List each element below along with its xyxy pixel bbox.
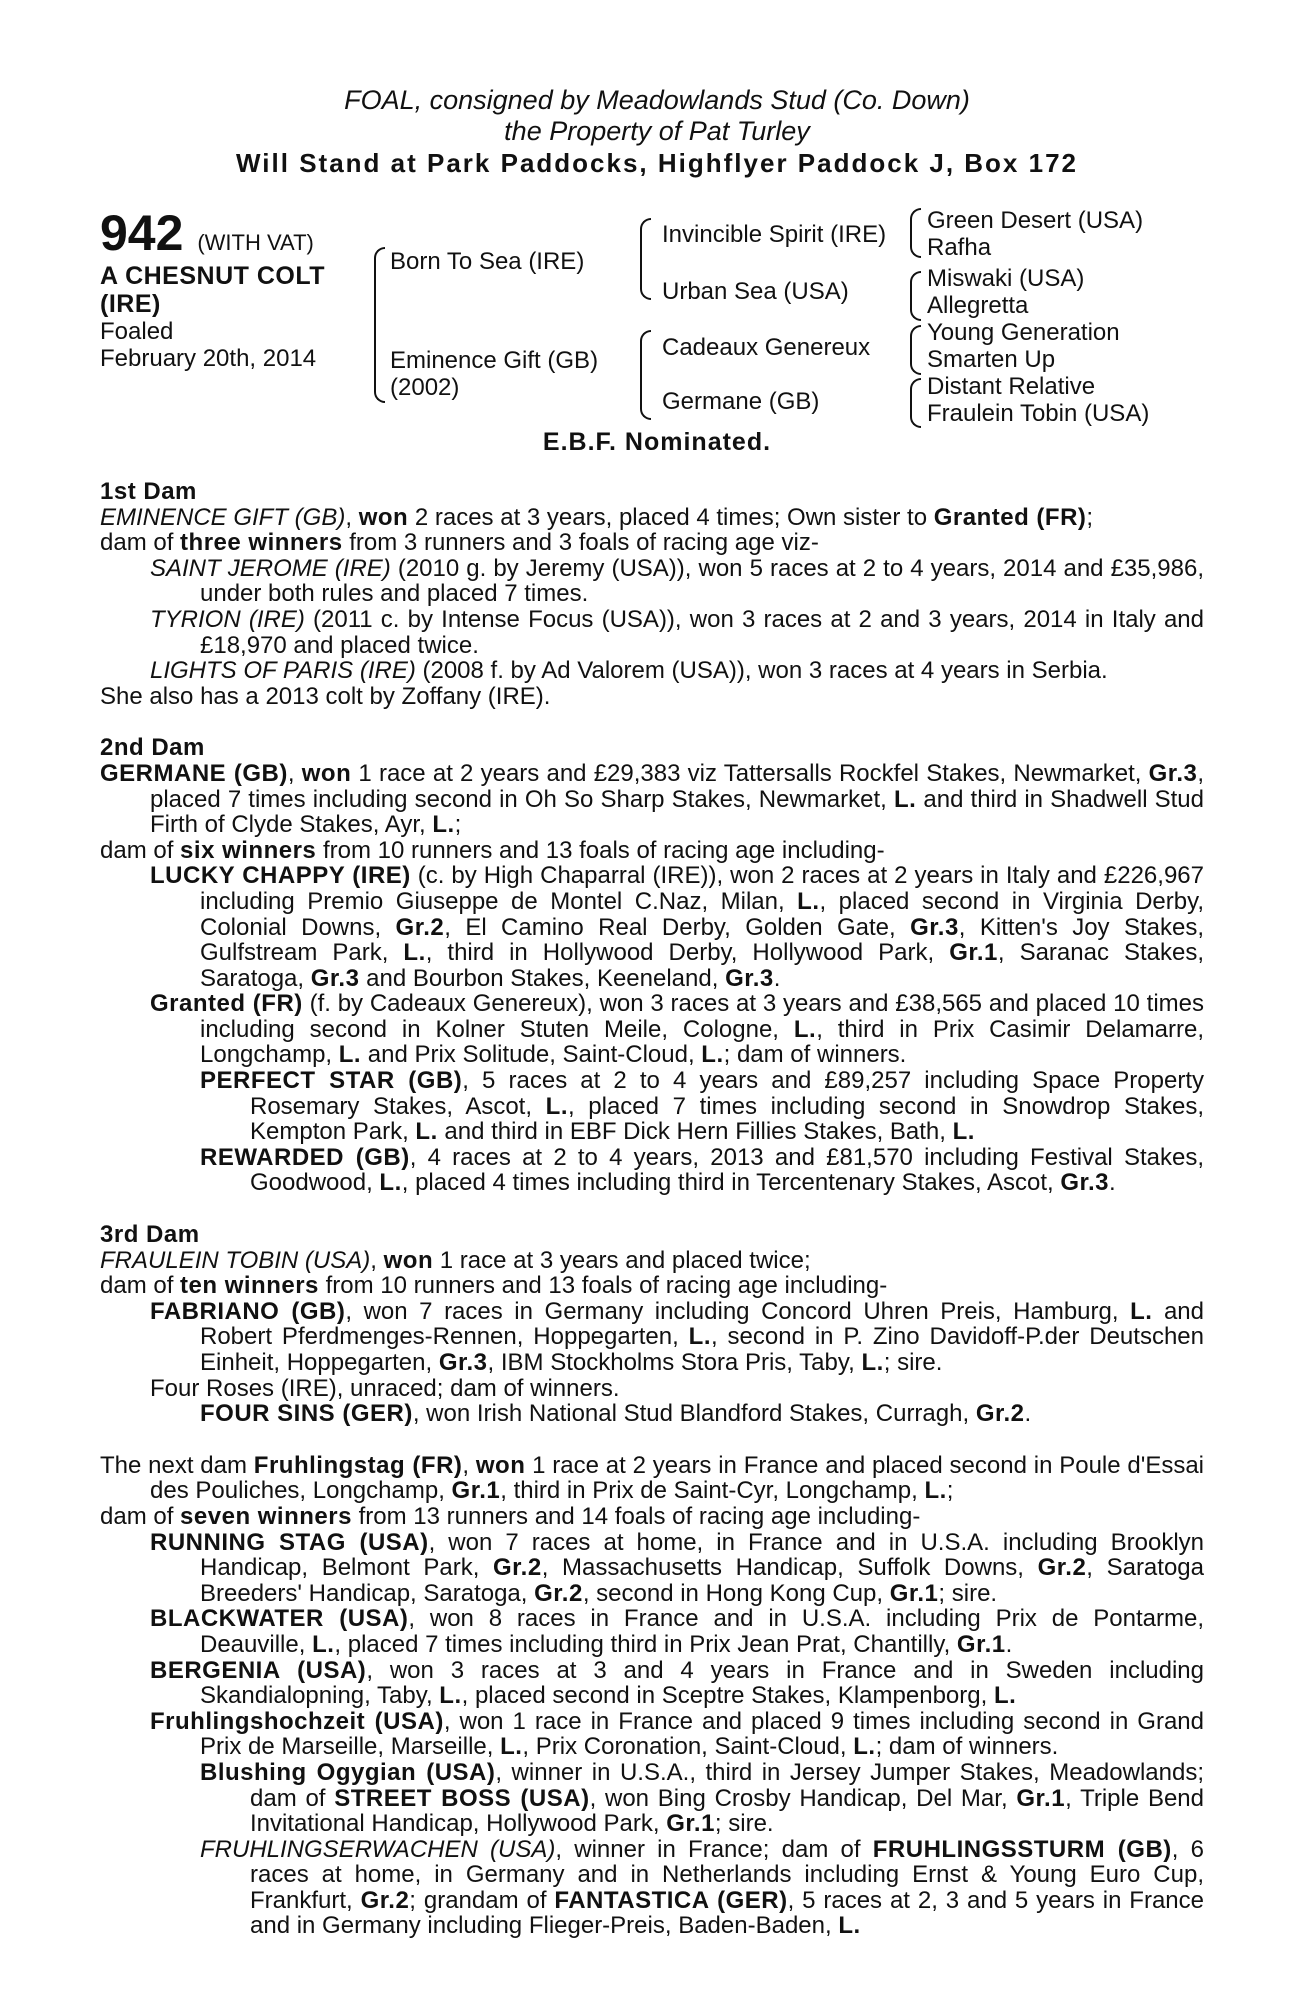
- pedigree-ggs-4: Allegretta: [927, 292, 1029, 319]
- lot-description-line2: (IRE): [100, 290, 161, 318]
- pedigree-dam-dam: Germane (GB): [662, 388, 820, 415]
- pedigree-ggs-5: Young Generation: [927, 319, 1120, 346]
- pedigree-dam-sire: Cadeaux Genereux: [662, 334, 871, 361]
- next-dam-record: dam of seven winners from 13 runners and 14 foals of racing age including-: [100, 1502, 921, 1530]
- pedigree-ggs-8: Fraulein Tobin (USA): [927, 400, 1150, 427]
- first-dam-intro: EMINENCE GIFT (GB), won 2 races at 3 years, placed 4 times; Own sister to Granted (FR);: [100, 503, 1094, 531]
- foaled-date: February 20th, 2014: [100, 345, 317, 372]
- pedigree-sire-sire: Invincible Spirit (IRE): [662, 221, 887, 248]
- second-dam-germane: GERMANE (GB), won 1 race at 2 years and £29,383 viz Tattersalls Rockfel Stakes, Newmarket, Gr.3, placed 7 times including second in Oh So Sharp Stakes, Newmarket, L. and third in Shadwell Stud Firth of Clyde Stakes, Ayr, L.;: [100, 759, 1205, 839]
- produce-fruhlingserwachen: FRUHLINGSERWACHEN (USA), winner in France; dam of FRUHLINGSSTURM (GB), 6 races at home, in Germany and in Netherlands including Ernst & Young Euro Cup, Frankfurt, Gr.2; grandam of FANTASTICA (GER), 5 races at 2, 3 and 5 years in France and in Germany including Flieger-Preis, Baden-Baden, L.: [200, 1835, 1205, 1940]
- pedigree-bracket-7: [910, 378, 921, 428]
- pedigree-bracket-4: [910, 208, 921, 258]
- produce-granted: Granted (FR) (f. by Cadeaux Genereux), won 3 races at 3 years and £38,565 and placed 10 times including second in Kolner Stuten Meile, Cologne, L., third in Prix Casimir Delamarre, Longchamp, L. and Prix Solitude, Saint-Cloud, L.; dam of winners.: [150, 990, 1205, 1069]
- produce-lucky-chappy: LUCKY CHAPPY (IRE) (c. by High Chaparral (IRE)), won 2 races at 2 years in Italy and £226,967 including Premio Giuseppe de Montel C.Naz, Milan, L., placed second in Virginia Derby, Colonial Downs, Gr.2, El Camino Real Derby, Golden Gate, Gr.3, Kitten's Joy Stakes, Gulfstream Park, L., third in Hollywood Derby, Hollywood Park, Gr.1, Saranac Stakes, Saratoga, Gr.3 and Bourbon Stakes, Keeneland, Gr.3.: [150, 862, 1205, 992]
- lot-description-line1: A CHESNUT COLT: [100, 262, 326, 290]
- vat-note: (WITH VAT): [197, 230, 314, 255]
- produce-four-sins: FOUR SINS (GER), won Irish National Stud Blandford Stakes, Curragh, Gr.2.: [200, 1400, 1032, 1428]
- produce-bergenia: BERGENIA (USA), won 3 races at 3 and 4 years in France and in Sweden including Skandialopning, Taby, L., placed second in Sceptre Stakes, Klampenborg, L.: [150, 1656, 1204, 1710]
- property-line: the Property of Pat Turley: [504, 116, 810, 146]
- third-dam-record: dam of ten winners from 10 runners and 13 foals of racing age including-: [100, 1272, 888, 1300]
- pedigree-bracket-5: [910, 271, 921, 321]
- second-dam-record: dam of six winners from 10 runners and 13 foals of racing age including-: [100, 836, 885, 864]
- foaled-label: Foaled: [100, 318, 174, 345]
- produce-blushing-ogygian: Blushing Ogygian (USA), winner in U.S.A., third in Jersey Jumper Stakes, Meadowlands; dam of STREET BOSS (USA), won Bing Crosby Handicap, Del Mar, Gr.1, Triple Bend Invitational Handicap, Hollywood Park, Gr.1; sire.: [200, 1758, 1204, 1838]
- pedigree-sire: Born To Sea (IRE): [390, 248, 585, 275]
- ebf-nominated: E.B.F. Nominated.: [542, 428, 772, 456]
- pedigree-ggs-6: Smarten Up: [927, 346, 1056, 373]
- pedigree-bracket-6: [910, 325, 921, 375]
- produce-fabriano: FABRIANO (GB), won 7 races in Germany including Concord Uhren Preis, Hamburg, L. and Robert Pferdmenges-Rennen, Hoppegarten, L., second in P. Zino Davidoff-P.der Deutschen Einheit, Hoppegarten, Gr.3, IBM Stockholms Stora Pris, Taby, L.; sire.: [150, 1297, 1204, 1376]
- produce-rewarded: REWARDED (GB), 4 races at 2 to 4 years, 2013 and £81,570 including Festival Stakes, Goodwood, L., placed 4 times including third in Tercentenary Stakes, Ascot, Gr.3.: [200, 1143, 1205, 1197]
- first-dam-heading: 1st Dam: [100, 478, 197, 505]
- produce-lights-of-paris: LIGHTS OF PARIS (IRE) (2008 f. by Ad Valorem (USA)), won 3 races at 4 years in Serbia.: [150, 657, 1108, 685]
- pedigree-bracket-2: [640, 218, 651, 300]
- pedigree-dam-year: (2002): [390, 374, 460, 401]
- next-dam-fruhlingstag: The next dam Fruhlingstag (FR), won 1 race at 2 years in France and placed second in Poule d'Essai des Pouliches, Longchamp, Gr.1, third in Prix de Saint-Cyr, Longchamp, L.;: [100, 1451, 1205, 1505]
- produce-blackwater: BLACKWATER (USA), won 8 races in France and in U.S.A. including Prix de Pontarme, Deauville, L., placed 7 times including third in Prix Jean Prat, Chantilly, Gr.1.: [150, 1605, 1204, 1658]
- pedigree-notes: [100, 479, 1204, 1939]
- produce-saint-jerome: SAINT JEROME (IRE) (2010 g. by Jeremy (USA)), won 5 races at 2 to 4 years, 2014 and £35,986, under both rules and placed 7 times.: [150, 554, 1204, 608]
- pedigree-ggs-7: Distant Relative: [927, 373, 1096, 400]
- lot-number: 942: [100, 205, 184, 261]
- produce-tyrion: TYRION (IRE) (2011 c. by Intense Focus (USA)), won 3 races at 2 and 3 years, 2014 in Italy and £18,970 and placed twice.: [150, 605, 1205, 659]
- produce-2013-colt: She also has a 2013 colt by Zoffany (IRE).: [100, 682, 551, 710]
- pedigree-ggs-3: Miswaki (USA): [927, 265, 1085, 292]
- pedigree-dam: Eminence Gift (GB): [390, 347, 599, 374]
- consignor-line: FOAL, consigned by Meadowlands Stud (Co. Down): [344, 85, 970, 115]
- pedigree-ggs-2: Rafha: [927, 234, 992, 261]
- foaled-info: [100, 318, 316, 372]
- produce-fruhlingshochzeit: Fruhlingshochzeit (USA), won 1 race in France and placed 9 times including second in Grand Prix de Marseille, Marseille, L., Prix Coronation, Saint-Cloud, L.; dam of winners.: [150, 1707, 1205, 1761]
- produce-perfect-star: PERFECT STAR (GB), 5 races at 2 to 4 years and £89,257 including Space Property Rosemary Stakes, Ascot, L., placed 7 times including second in Snowdrop Stakes, Kempton Park, L. and third in EBF Dick Hern Fillies Stakes, Bath, L.: [200, 1067, 1204, 1146]
- pedigree-sire-dam: Urban Sea (USA): [662, 278, 849, 305]
- pedigree-ggs-1: Green Desert (USA): [927, 207, 1144, 234]
- first-dam-record: dam of three winners from 3 runners and 3 foals of racing age viz-: [100, 529, 819, 557]
- third-dam-fraulein: FRAULEIN TOBIN (USA), won 1 race at 3 years and placed twice;: [100, 1246, 811, 1274]
- third-dam-heading: 3rd Dam: [100, 1221, 200, 1249]
- stabling-line: Will Stand at Park Paddocks, Highflyer Paddock J, Box 172: [236, 148, 1078, 178]
- second-dam-heading: 2nd Dam: [100, 734, 205, 762]
- lot-description: [100, 262, 325, 318]
- produce-four-roses: Four Roses (IRE), unraced; dam of winners.: [150, 1374, 620, 1402]
- pedigree-bracket-1: [374, 247, 385, 403]
- pedigree-bracket-3: [640, 330, 651, 420]
- produce-running-stag: RUNNING STAG (USA), won 7 races at home, in France and in U.S.A. including Brooklyn Handicap, Belmont Park, Gr.2, Massachusetts Handicap, Suffolk Downs, Gr.2, Saratoga Breeders' Handicap, Saratoga, Gr.2, second in Hong Kong Cup, Gr.1; sire.: [150, 1528, 1204, 1607]
